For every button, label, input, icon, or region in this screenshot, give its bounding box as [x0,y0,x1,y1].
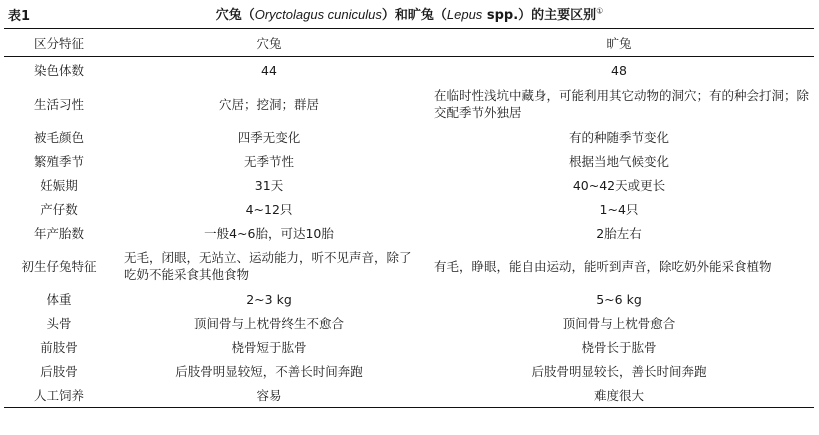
hare-cell: 后肢骨明显较长，善长时间奔跑 [531,363,707,379]
title-latin-2: Lepus [446,7,483,22]
feature-cell: 初生仔兔特征 [21,258,97,274]
feature-cell: 后肢骨 [40,363,78,379]
table-row [4,57,814,84]
table-row [4,83,814,125]
feature-cell: 生活习性 [33,96,84,112]
rabbit-cell: 44 [261,62,277,78]
rabbit-cell: 四季无变化 [237,129,301,145]
table-caption [0,0,819,26]
rabbit-cell: 容易 [256,387,282,403]
title-latin-1: Oryctolagus cuniculus [254,7,382,22]
hare-cell: 5~6 kg [596,291,642,307]
header-hare: 旷兔 [606,35,632,51]
feature-cell: 前肢骨 [40,339,78,355]
hare-cell: 顶间骨与上枕骨愈合 [562,315,676,331]
hare-cell: 难度很大 [593,387,644,403]
feature-cell: 繁殖季节 [33,153,84,169]
feature-cell: 体重 [46,291,72,307]
comparison-table [4,28,814,408]
feature-cell: 染色体数 [33,62,84,78]
hare-cell: 40~42天或更长 [572,177,666,193]
rabbit-cell: 后肢骨明显较短，不善长时间奔跑 [175,363,363,379]
hare-cell: 桡骨长于肱骨 [581,339,657,355]
rabbit-cell: 31天 [254,177,284,193]
hare-cell: 有的种随季节变化 [568,129,669,145]
header-rabbit: 穴兔 [256,35,282,51]
table-row [4,197,814,221]
title-text-2: ）和旷兔（ [381,8,447,23]
table-row [4,125,814,149]
header-row [4,29,814,57]
table-title [0,4,819,23]
table-row [4,245,814,287]
table-body [4,57,814,408]
rabbit-cell: 无季节性 [243,153,294,169]
feature-cell: 产仔数 [40,201,78,217]
table-row [4,173,814,197]
table-row [4,287,814,311]
table-row [4,335,814,359]
hare-cell: 48 [611,62,627,78]
title-text-1: 穴兔（ [215,8,255,23]
feature-cell: 头骨 [46,315,72,331]
hare-cell: 1~4只 [599,201,639,217]
hare-cell: 在临时性浅坑中藏身，可能利用其它动物的洞穴；有的种会打洞；除交配季节外独居 [434,88,810,120]
feature-cell: 年产胎数 [33,225,84,241]
feature-cell: 人工饲养 [33,387,84,403]
hare-cell: 根据当地气候变化 [568,153,669,169]
hare-cell: 有毛，睁眼，能自由运动，能听到声音，除吃奶外能采食植物 [434,258,772,274]
rabbit-cell: 一般4~6胎，可达10胎 [204,225,334,241]
rabbit-cell: 穴居；挖洞；群居 [218,96,319,112]
table-row [4,383,814,408]
table-number: 表1 [8,9,31,24]
rabbit-cell: 无毛，闭眼，无站立、运动能力，听不见声音，除了吃奶不能采食其他食物 [124,250,412,282]
rabbit-cell: 2~3 kg [246,291,292,307]
rabbit-cell: 4~12只 [245,201,293,217]
footnote-mark: ① [596,6,604,16]
header-feature: 区分特征 [33,35,84,51]
hare-cell: 2胎左右 [596,225,642,241]
table-row [4,149,814,173]
rabbit-cell: 桡骨短于肱骨 [231,339,307,355]
rabbit-cell: 顶间骨与上枕骨终生不愈合 [193,315,344,331]
table-row [4,221,814,245]
table-row [4,311,814,335]
title-text-3: spp.）的主要区别 [482,8,597,23]
feature-cell: 妊娠期 [40,177,78,193]
feature-cell: 被毛颜色 [33,129,84,145]
table-row [4,359,814,383]
table-header [4,29,814,57]
